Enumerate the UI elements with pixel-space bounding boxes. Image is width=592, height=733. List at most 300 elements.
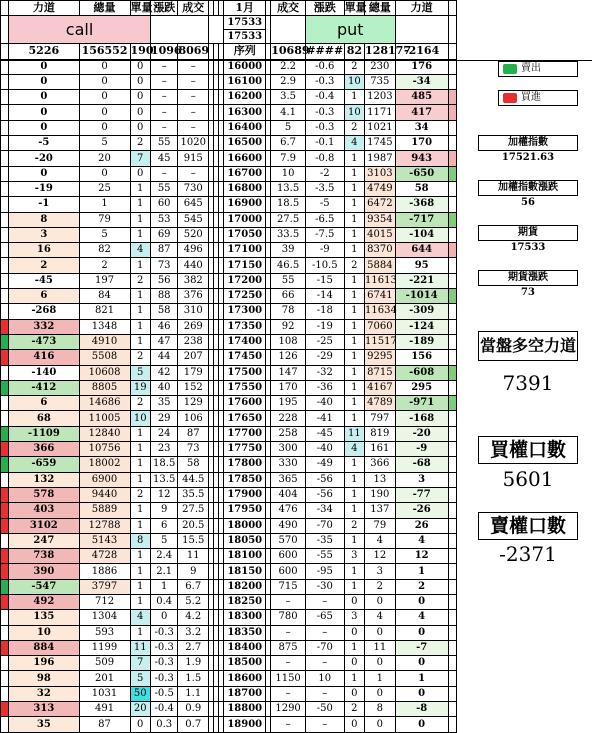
futures-value: 17533 <box>510 242 546 253</box>
call-power-cell: -45 <box>9 273 79 288</box>
put-cell: 6472 <box>365 197 396 212</box>
call-cell: 6.7 <box>178 579 209 594</box>
edge-cell <box>1 319 9 334</box>
edge-cell <box>448 457 456 472</box>
call-cell: 1 <box>130 289 150 304</box>
edge-cell <box>1 136 9 151</box>
put-power-cell: 1 <box>395 671 448 686</box>
put-cell: 1 <box>344 289 364 304</box>
put-power-cell: 4 <box>395 533 448 548</box>
index-change-value: 56 <box>521 197 535 208</box>
put-cell: 5 <box>271 120 306 135</box>
call-cell: -0.5 <box>150 686 178 701</box>
edge-cell <box>448 411 456 426</box>
put-cell: 13.5 <box>271 181 306 196</box>
put-cell: 10 <box>271 166 306 181</box>
call-cell: 2 <box>130 273 150 288</box>
table-row <box>1 151 457 166</box>
put-power-cell: -7 <box>395 640 448 655</box>
call-cell: 3.2 <box>178 625 209 640</box>
put-cell: 228 <box>271 411 306 426</box>
call-cell: 1 <box>130 258 150 273</box>
put-cell: 1 <box>344 243 364 258</box>
put-cell: -2 <box>305 166 344 181</box>
put-cell: -45 <box>305 426 344 441</box>
call-cell: 50 <box>130 686 150 701</box>
edge-cell <box>1 350 9 365</box>
put-cell: 1 <box>344 227 364 242</box>
total-cell: -2164 <box>395 44 448 59</box>
call-cell: 5889 <box>79 503 130 518</box>
put-cell: 2.2 <box>271 59 306 74</box>
put-cell: 1 <box>344 151 364 166</box>
strike-cell: 17200 <box>224 273 266 288</box>
put-power-cell: -68 <box>395 457 448 472</box>
edge-cell <box>1 59 9 74</box>
call-power-cell: 0 <box>9 166 79 181</box>
call-cell: 1199 <box>79 640 130 655</box>
strike-cell: 17900 <box>224 487 266 502</box>
put-cell: -0.3 <box>305 120 344 135</box>
put-cell: 0 <box>365 625 396 640</box>
call-cell: 6900 <box>79 472 130 487</box>
put-power-cell: 0 <box>395 656 448 671</box>
call-cell: 1 <box>130 457 150 472</box>
edge-cell <box>448 166 456 181</box>
put-power-cell: 0 <box>395 717 448 732</box>
call-cell: 509 <box>79 656 130 671</box>
table-row <box>1 503 457 518</box>
put-cell: 10 <box>344 74 364 89</box>
header-cell: 成交 <box>271 1 306 16</box>
put-cell: -0.1 <box>305 136 344 151</box>
edge-cell <box>448 136 456 151</box>
header-cell: 總量 <box>365 1 396 16</box>
edge-cell <box>448 16 456 44</box>
strike-cell: 18400 <box>224 640 266 655</box>
table-row <box>1 90 457 105</box>
call-power-cell: -5 <box>9 136 79 151</box>
edge-cell <box>1 197 9 212</box>
call-power-cell: -412 <box>9 380 79 395</box>
put-cell: 365 <box>271 472 306 487</box>
edge-cell <box>448 442 456 457</box>
edge-cell <box>1 564 9 579</box>
call-cell: 40 <box>150 380 178 395</box>
put-cell: 11 <box>344 426 364 441</box>
call-cell: 55 <box>150 181 178 196</box>
call-cell: 4728 <box>79 549 130 564</box>
call-cell: 2.1 <box>150 564 178 579</box>
edge-cell <box>448 59 456 74</box>
put-power-cell: 176 <box>395 59 448 74</box>
call-cell: 20.5 <box>178 518 209 533</box>
edge-cell <box>1 16 9 44</box>
put-cell: 1 <box>344 319 364 334</box>
call-cell: -0.3 <box>150 625 178 640</box>
put-cell: – <box>271 594 306 609</box>
edge-cell <box>448 74 456 89</box>
strike-cell: 17000 <box>224 212 266 227</box>
put-cell: 2 <box>344 59 364 74</box>
put-cell: 108 <box>271 334 306 349</box>
strike-cell: 17400 <box>224 334 266 349</box>
edge-cell <box>1 442 9 457</box>
legend-sell-label: 賣出 <box>521 63 541 74</box>
call-cell: 8805 <box>79 380 130 395</box>
call-cell: 645 <box>178 197 209 212</box>
banner-blank <box>395 16 448 44</box>
call-power-cell: -140 <box>9 365 79 380</box>
edge-cell <box>448 273 456 288</box>
edge-cell <box>448 105 456 120</box>
call-cell: 82 <box>79 243 130 258</box>
put-cell: 366 <box>365 457 396 472</box>
put-cell: 600 <box>271 564 306 579</box>
put-cell: 4 <box>365 610 396 625</box>
put-cell: 55 <box>271 273 306 288</box>
put-cell: 2 <box>344 120 364 135</box>
put-cell: 11634 <box>365 304 396 319</box>
table-row <box>1 319 457 334</box>
call-cell: 376 <box>178 289 209 304</box>
strike-cell: 17650 <box>224 411 266 426</box>
put-power-cell: -8 <box>395 702 448 717</box>
edge-cell <box>1 518 9 533</box>
strike-cell: 17850 <box>224 472 266 487</box>
edge-cell <box>448 686 456 701</box>
put-cell: 4789 <box>365 396 396 411</box>
table-row <box>1 487 457 502</box>
call-power-cell: -547 <box>9 579 79 594</box>
call-cell: 2 <box>130 487 150 502</box>
call-cell: 4.2 <box>178 610 209 625</box>
call-cell: – <box>178 105 209 120</box>
call-cell: 10756 <box>79 442 130 457</box>
call-power-cell: 332 <box>9 319 79 334</box>
futures-change-value: 73 <box>521 287 535 298</box>
edge-cell <box>1 105 9 120</box>
edge-cell <box>1 579 9 594</box>
put-cell: 1 <box>344 273 364 288</box>
edge-cell <box>448 334 456 349</box>
put-cell: -0.3 <box>305 105 344 120</box>
put-cell: 0 <box>365 594 396 609</box>
table-row <box>1 640 457 655</box>
call-cell: 87 <box>178 426 209 441</box>
call-cell: 821 <box>79 304 130 319</box>
put-cell: -50 <box>305 702 344 717</box>
call-cell: 29 <box>150 411 178 426</box>
table-row <box>1 426 457 441</box>
edge-cell <box>448 579 456 594</box>
put-cell: 1 <box>344 350 364 365</box>
edge-cell <box>1 181 9 196</box>
edge-cell <box>448 304 456 319</box>
call-power-cell: 35 <box>9 717 79 732</box>
put-cell: 780 <box>271 610 306 625</box>
put-cell: 1 <box>344 671 364 686</box>
edge-cell <box>448 243 456 258</box>
table-row <box>1 105 457 120</box>
put-power-cell: 485 <box>395 90 448 105</box>
put-cell: 33.5 <box>271 227 306 242</box>
call-power-cell: 32 <box>9 686 79 701</box>
call-power-cell: -19 <box>9 181 79 196</box>
edge-cell <box>1 90 9 105</box>
call-cell: 0 <box>130 74 150 89</box>
strike-cell: 18150 <box>224 564 266 579</box>
edge-cell <box>1 717 9 732</box>
call-cell: 0.7 <box>178 717 209 732</box>
put-cell: 10 <box>344 105 364 120</box>
call-power-cell: 492 <box>9 594 79 609</box>
total-cell: 8069 <box>178 44 210 58</box>
put-cell: 490 <box>271 518 306 533</box>
total-cell: 序列 <box>224 44 266 59</box>
put-cell: 1 <box>344 487 364 502</box>
put-power-cell: 295 <box>395 380 448 395</box>
put-cell: 3103 <box>365 166 396 181</box>
put-cell: – <box>271 625 306 640</box>
put-cell: 161 <box>365 442 396 457</box>
call-power-cell: 10 <box>9 625 79 640</box>
call-cell: 1 <box>130 503 150 518</box>
strike-cell: 18000 <box>224 518 266 533</box>
strike-cell: 18100 <box>224 549 266 564</box>
put-cell: 3 <box>344 549 364 564</box>
legend-buy-label: 買進 <box>521 92 541 103</box>
put-cell: 11613 <box>365 273 396 288</box>
put-cell: 0 <box>344 717 364 732</box>
call-cell: 0 <box>130 166 150 181</box>
put-power-cell: 0 <box>395 686 448 701</box>
call-power-cell: 16 <box>9 243 79 258</box>
call-cell: 201 <box>79 671 130 686</box>
put-volume-label: 賣權口數 <box>478 512 578 540</box>
call-power-cell: 403 <box>9 503 79 518</box>
edge-cell <box>448 625 456 640</box>
strike-cell: 16700 <box>224 166 266 181</box>
put-cell: 5884 <box>365 258 396 273</box>
edge-cell <box>1 594 9 609</box>
table-row <box>1 594 457 609</box>
call-cell: 9440 <box>79 487 130 502</box>
table-row <box>1 365 457 380</box>
call-power-cell: 390 <box>9 564 79 579</box>
edge-cell <box>1 625 9 640</box>
put-cell: 2 <box>344 258 364 273</box>
call-cell: 0 <box>130 120 150 135</box>
edge-cell <box>1 365 9 380</box>
call-cell: 58 <box>178 457 209 472</box>
edge-cell <box>448 181 456 196</box>
header-cell: 單量 <box>130 1 153 15</box>
call-power-cell: -20 <box>9 151 79 166</box>
call-power-cell: -1109 <box>9 426 79 441</box>
call-cell: 1886 <box>79 564 130 579</box>
edge-cell <box>1 258 9 273</box>
put-cell: 8 <box>365 702 396 717</box>
call-cell: 18002 <box>79 457 130 472</box>
table-row <box>1 380 457 395</box>
put-cell: – <box>271 656 306 671</box>
strike-cell: 16000 <box>224 59 266 74</box>
edge-cell <box>448 549 456 564</box>
call-cell: 8 <box>130 533 150 548</box>
edge-cell <box>1 640 9 655</box>
call-cell: 24 <box>150 426 178 441</box>
put-cell: 137 <box>365 503 396 518</box>
put-cell: 39 <box>271 243 306 258</box>
put-cell: 147 <box>271 365 306 380</box>
edge-cell <box>1 671 9 686</box>
edge-cell <box>1 120 9 135</box>
call-cell: 5 <box>130 365 150 380</box>
call-cell: 5 <box>79 227 130 242</box>
strike-cell: 16200 <box>224 90 266 105</box>
put-cell: 1 <box>344 365 364 380</box>
call-power-cell: 68 <box>9 411 79 426</box>
put-cell: -34 <box>305 503 344 518</box>
edge-cell <box>448 656 456 671</box>
call-banner: call <box>9 16 151 44</box>
call-cell: 0 <box>79 59 130 74</box>
put-cell: 4015 <box>365 227 396 242</box>
call-cell: 4 <box>130 610 150 625</box>
call-cell: 12788 <box>79 518 130 533</box>
put-power-cell: 26 <box>395 518 448 533</box>
edge-cell <box>1 166 9 181</box>
put-cell: 1150 <box>271 671 306 686</box>
put-power-cell: -9 <box>395 442 448 457</box>
edge-cell <box>448 717 456 732</box>
put-cell: 1 <box>344 334 364 349</box>
table-row <box>1 579 457 594</box>
call-cell: 915 <box>178 151 209 166</box>
put-cell: 1 <box>365 671 396 686</box>
call-cell: 44.5 <box>178 472 209 487</box>
edge-cell <box>448 702 456 717</box>
index-label: 加權指數 <box>478 135 578 151</box>
call-cell: 0 <box>150 610 178 625</box>
call-power-cell: 0 <box>9 90 79 105</box>
call-cell: 0 <box>79 105 130 120</box>
put-cell: 1 <box>344 181 364 196</box>
put-cell: 6.7 <box>271 136 306 151</box>
table-row <box>1 289 457 304</box>
put-cell: 1 <box>344 380 364 395</box>
edge-cell <box>448 227 456 242</box>
mid-header-b: 17533 <box>227 31 263 43</box>
call-power-cell: 3102 <box>9 518 79 533</box>
put-cell: -19 <box>305 319 344 334</box>
put-power-cell: -124 <box>395 319 448 334</box>
put-cell: 0 <box>344 594 364 609</box>
call-cell: 1 <box>130 442 150 457</box>
table-row <box>1 411 457 426</box>
call-cell: 310 <box>178 304 209 319</box>
put-cell: 1021 <box>365 120 396 135</box>
header-cell: 力道 <box>9 1 79 16</box>
put-cell: 1 <box>344 533 364 548</box>
call-cell: 1 <box>130 197 150 212</box>
call-cell: – <box>150 90 178 105</box>
table-row <box>1 396 457 411</box>
call-cell: 1 <box>130 227 150 242</box>
edge-cell <box>1 227 9 242</box>
call-cell: 79 <box>79 212 130 227</box>
call-cell: 1.5 <box>178 671 209 686</box>
edge-cell <box>1 487 9 502</box>
call-cell: 1020 <box>178 136 209 151</box>
edge-cell <box>1 656 9 671</box>
edge-cell <box>448 212 456 227</box>
put-cell: 13 <box>365 472 396 487</box>
table-row <box>1 243 457 258</box>
put-cell: 4 <box>344 442 364 457</box>
put-cell: -40 <box>305 442 344 457</box>
put-cell: 170 <box>271 380 306 395</box>
edge-cell <box>1 472 9 487</box>
call-cell: -0.3 <box>150 656 178 671</box>
put-cell: 258 <box>271 426 306 441</box>
header-cell: 成交 <box>178 1 209 16</box>
put-cell: 46.5 <box>271 258 306 273</box>
put-cell: -6.5 <box>305 212 344 227</box>
call-power-cell: 3 <box>9 227 79 242</box>
put-cell: 12 <box>365 549 396 564</box>
put-cell: -15 <box>305 273 344 288</box>
table-row <box>1 136 457 151</box>
table-row <box>1 227 457 242</box>
index-change-label: 加權指數漲跌 <box>478 180 578 196</box>
strike-cell: 18600 <box>224 671 266 686</box>
edge-cell <box>1 44 9 59</box>
call-cell: 9 <box>178 564 209 579</box>
put-cell: 600 <box>271 549 306 564</box>
edge-cell <box>448 197 456 212</box>
table-row <box>1 59 457 74</box>
table-row <box>1 120 457 135</box>
call-cell: 58 <box>150 304 178 319</box>
call-cell: 1 <box>130 594 150 609</box>
call-cell: 27.5 <box>178 503 209 518</box>
edge-cell <box>1 243 9 258</box>
call-cell: 1 <box>79 197 130 212</box>
call-cell: 1 <box>130 319 150 334</box>
put-power-cell: 3 <box>395 472 448 487</box>
edge-cell <box>1 334 9 349</box>
total-cell: #### <box>306 44 344 58</box>
put-cell: 2 <box>344 518 364 533</box>
put-power-cell: -168 <box>395 411 448 426</box>
put-power-cell: 417 <box>395 105 448 120</box>
strike-cell: 18800 <box>224 702 266 717</box>
strike-cell: 16300 <box>224 105 266 120</box>
strike-cell: 18350 <box>224 625 266 640</box>
edge-cell <box>448 472 456 487</box>
put-cell: 2 <box>344 702 364 717</box>
put-power-cell: -77 <box>395 487 448 502</box>
strike-cell: 17350 <box>224 319 266 334</box>
call-cell: 1 <box>130 334 150 349</box>
futures-label: 期貨 <box>478 225 578 241</box>
strike-cell: 17950 <box>224 503 266 518</box>
edge-cell <box>448 671 456 686</box>
put-power-cell: -34 <box>395 74 448 89</box>
put-cell: -40 <box>305 396 344 411</box>
